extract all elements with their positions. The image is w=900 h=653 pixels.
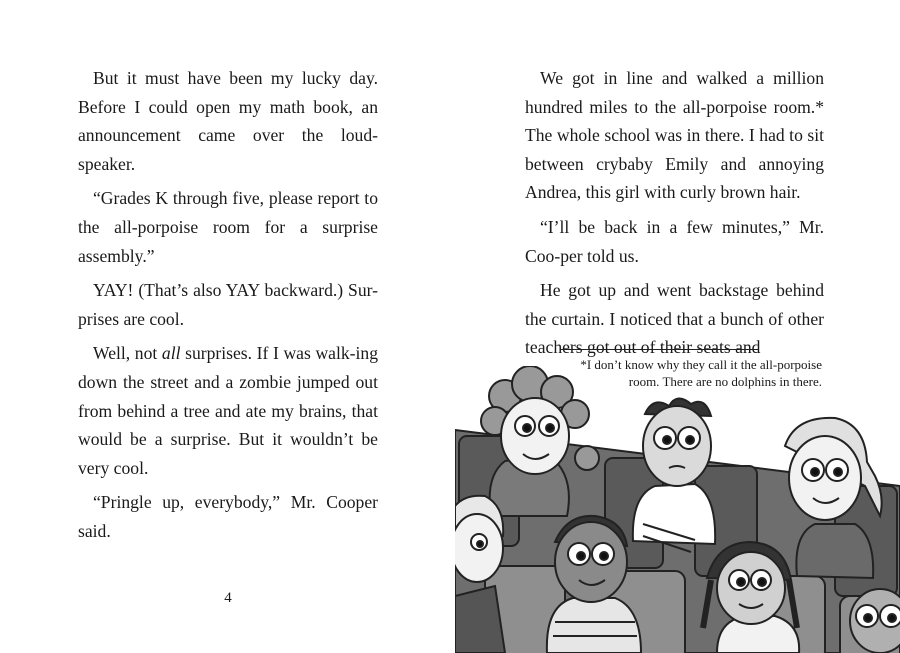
paragraph: He got up and went backstage behind the curtain. I noticed that a bunch of other teachers got out of their seats and xyxy=(525,280,824,358)
paragraph: YAY! (That’s also YAY backward.) Sur-prises are cool. xyxy=(78,280,378,329)
text-run: surprises. If I was walk-ing down the street and a zombie jumped out from behind a tree and ate my brains, that would be a surprise. But it wouldn’t be very cool. xyxy=(78,343,378,478)
right-page xyxy=(450,0,900,653)
paragraph xyxy=(78,339,378,482)
paragraph: “Pringle up, everybody,” Mr. Cooper said. xyxy=(78,492,378,541)
footnote: *I don’t know why they call it the all-porpoise room. There are no dolphins in there. xyxy=(580,357,822,389)
paragraph: “I’ll be back in a few minutes,” Mr. Coo-per told us. xyxy=(525,216,824,266)
paragraph: “Grades K through five, please report to the all-porpoise room for a surprise assembly.” xyxy=(78,188,378,266)
right-text-column xyxy=(525,64,824,362)
left-text-column xyxy=(78,64,378,546)
classroom-illustration xyxy=(455,366,900,653)
paragraph: We got in line and walked a million hundred miles to the all-porpoise room.* The whole school was in there. I had to sit between crybaby Emily and annoying Andrea, this girl with curly brown hair. xyxy=(525,68,824,203)
text-run: Well, not xyxy=(93,343,162,364)
footnote-rule xyxy=(560,349,758,350)
emphasized-word: all xyxy=(161,343,181,364)
paragraph: But it must have been my lucky day. Before I could open my math book, an announcement came over the loud-speaker. xyxy=(78,68,378,174)
kids-in-auditorium-drawing xyxy=(455,366,900,653)
page-number: 4 xyxy=(224,590,232,606)
glasses-kid xyxy=(850,589,900,653)
